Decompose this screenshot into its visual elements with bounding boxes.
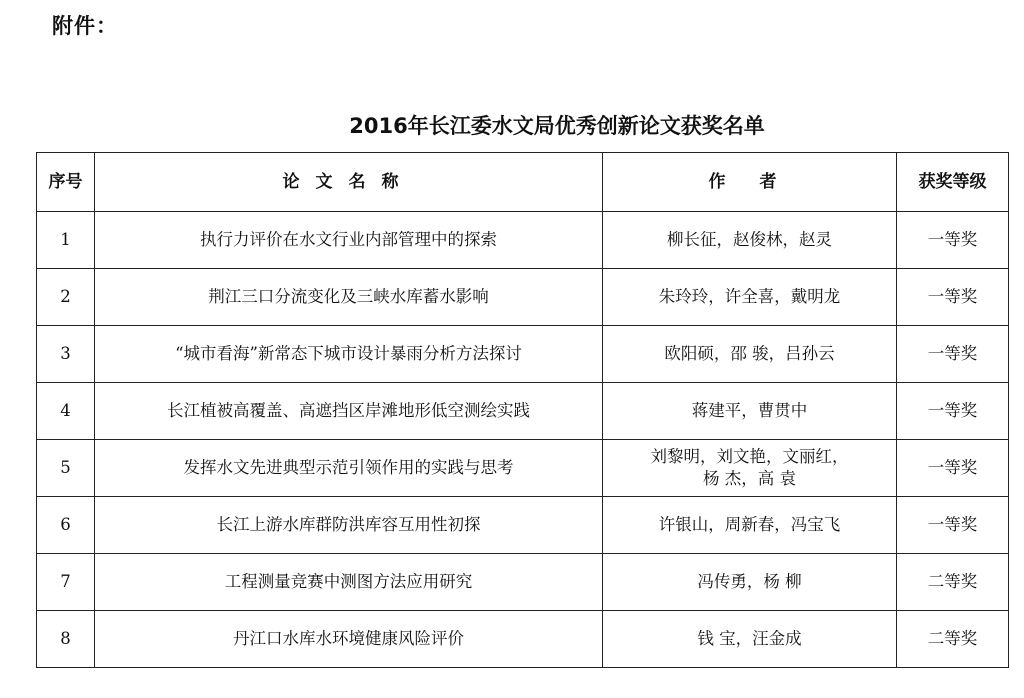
table-row — [37, 212, 1009, 269]
paper-title: 丹江口水库水环境健康风险评价 — [95, 611, 603, 668]
paper-authors — [603, 269, 897, 326]
award-level: 一等奖 — [897, 212, 1009, 269]
row-number: 6 — [37, 497, 95, 554]
award-level: 一等奖 — [897, 383, 1009, 440]
header-authors: 作 者 — [603, 153, 897, 212]
award-level: 一等奖 — [897, 440, 1009, 497]
row-number: 1 — [37, 212, 95, 269]
table-header-row — [37, 153, 1009, 212]
paper-title: 工程测量竞赛中测图方法应用研究 — [95, 554, 603, 611]
author-line: 欧阳硕，邵 骏，吕孙云 — [664, 344, 835, 363]
paper-title: “城市看海”新常态下城市设计暴雨分析方法探讨 — [95, 326, 603, 383]
author-line: 蒋建平，曹贯中 — [691, 401, 808, 420]
table-row — [37, 326, 1009, 383]
table-body — [37, 212, 1009, 668]
row-number: 7 — [37, 554, 95, 611]
attachment-label: 附件： — [52, 14, 118, 38]
author-line: 朱玲玲，许全喜，戴明龙 — [658, 287, 841, 306]
row-number: 3 — [37, 326, 95, 383]
paper-title: 长江上游水库群防洪库容互用性初探 — [95, 497, 603, 554]
award-table — [36, 152, 1009, 668]
row-number: 2 — [37, 269, 95, 326]
paper-authors — [603, 611, 897, 668]
paper-authors — [603, 440, 897, 497]
award-level: 一等奖 — [897, 497, 1009, 554]
table-row — [37, 269, 1009, 326]
author-line: 柳长征，赵俊林，赵灵 — [667, 230, 832, 249]
paper-authors — [603, 212, 897, 269]
paper-title: 执行力评价在水文行业内部管理中的探索 — [95, 212, 603, 269]
paper-title: 长江植被高覆盖、高遮挡区岸滩地形低空测绘实践 — [95, 383, 603, 440]
table-row — [37, 611, 1009, 668]
header-title: 论文名称 — [95, 153, 603, 212]
header-no: 序号 — [37, 153, 95, 212]
document-title: 2016年长江委水文局优秀创新论文获奖名单 — [349, 114, 765, 138]
paper-authors — [603, 497, 897, 554]
paper-authors — [603, 326, 897, 383]
table-row — [37, 440, 1009, 497]
row-number: 4 — [37, 383, 95, 440]
author-line: 冯传勇，杨 柳 — [697, 572, 802, 591]
author-line: 钱 宝，汪金成 — [697, 629, 802, 648]
author-line: 杨 杰，高 袁 — [703, 469, 796, 488]
row-number: 8 — [37, 611, 95, 668]
table-row — [37, 383, 1009, 440]
table-row — [37, 554, 1009, 611]
header-level: 获奖等级 — [897, 153, 1009, 212]
row-number: 5 — [37, 440, 95, 497]
paper-title: 发挥水文先进典型示范引领作用的实践与思考 — [95, 440, 603, 497]
award-level: 一等奖 — [897, 326, 1009, 383]
table-row — [37, 497, 1009, 554]
paper-authors — [603, 383, 897, 440]
award-level: 一等奖 — [897, 269, 1009, 326]
award-level: 二等奖 — [897, 554, 1009, 611]
author-line: 许银山，周新春，冯宝飞 — [658, 515, 841, 534]
paper-title: 荆江三口分流变化及三峡水库蓄水影响 — [95, 269, 603, 326]
paper-authors — [603, 554, 897, 611]
author-line: 刘黎明，刘文艳，文丽红， — [650, 447, 849, 466]
award-level: 二等奖 — [897, 611, 1009, 668]
